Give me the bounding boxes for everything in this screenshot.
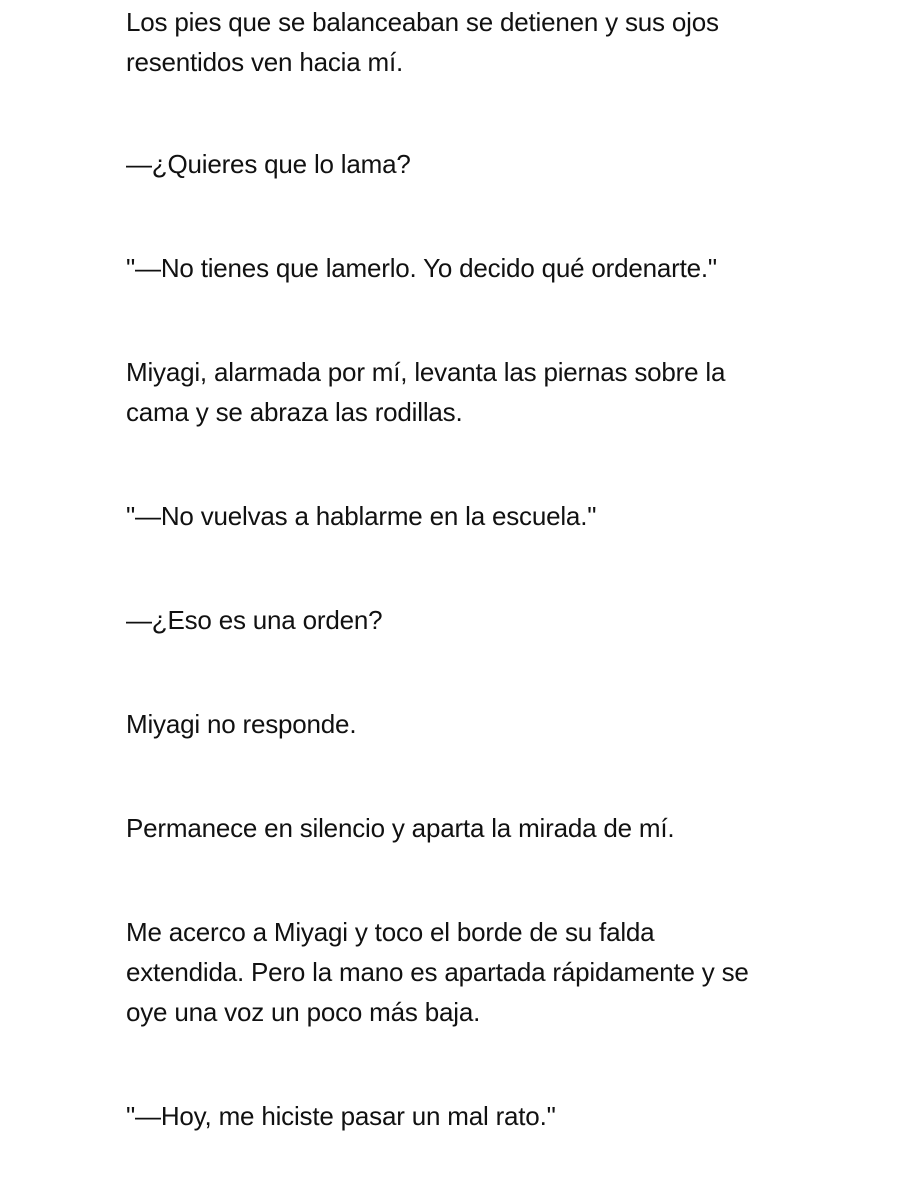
paragraph-line: Miyagi, alarmada por mí, levanta las piernas sobre la	[126, 357, 726, 387]
paragraph-1	[126, 2, 806, 82]
paragraph-line: Me acerco a Miyagi y toco el borde de su falda	[126, 917, 655, 947]
paragraph-line: Permanece en silencio y aparta la mirada de mí.	[126, 813, 675, 843]
paragraph-line: cama y se abraza las rodillas.	[126, 397, 463, 427]
paragraph-line: Los pies que se balanceaban se detienen y sus ojos	[126, 7, 719, 37]
paragraph-line: —¿Quieres que lo lama?	[126, 149, 411, 179]
paragraph-9	[126, 912, 806, 1032]
paragraph-line: oye una voz un poco más baja.	[126, 997, 481, 1027]
paragraph-4	[126, 352, 806, 432]
paragraph-line: resentidos ven hacia mí.	[126, 47, 404, 77]
paragraph-7	[126, 704, 806, 744]
paragraph-2	[126, 144, 806, 184]
paragraph-line: "—No tienes que lamerlo. Yo decido qué ordenarte."	[126, 253, 717, 283]
paragraph-line: extendida. Pero la mano es apartada rápidamente y se	[126, 957, 749, 987]
paragraph-line: Miyagi no responde.	[126, 709, 357, 739]
paragraph-6	[126, 600, 806, 640]
paragraph-3	[126, 248, 806, 288]
paragraph-line: "—No vuelvas a hablarme en la escuela."	[126, 501, 597, 531]
paragraph-8	[126, 808, 806, 848]
paragraph-5	[126, 496, 806, 536]
paragraph-10	[126, 1096, 806, 1136]
paragraph-line: "—Hoy, me hiciste pasar un mal rato."	[126, 1101, 556, 1131]
paragraph-line: —¿Eso es una orden?	[126, 605, 383, 635]
